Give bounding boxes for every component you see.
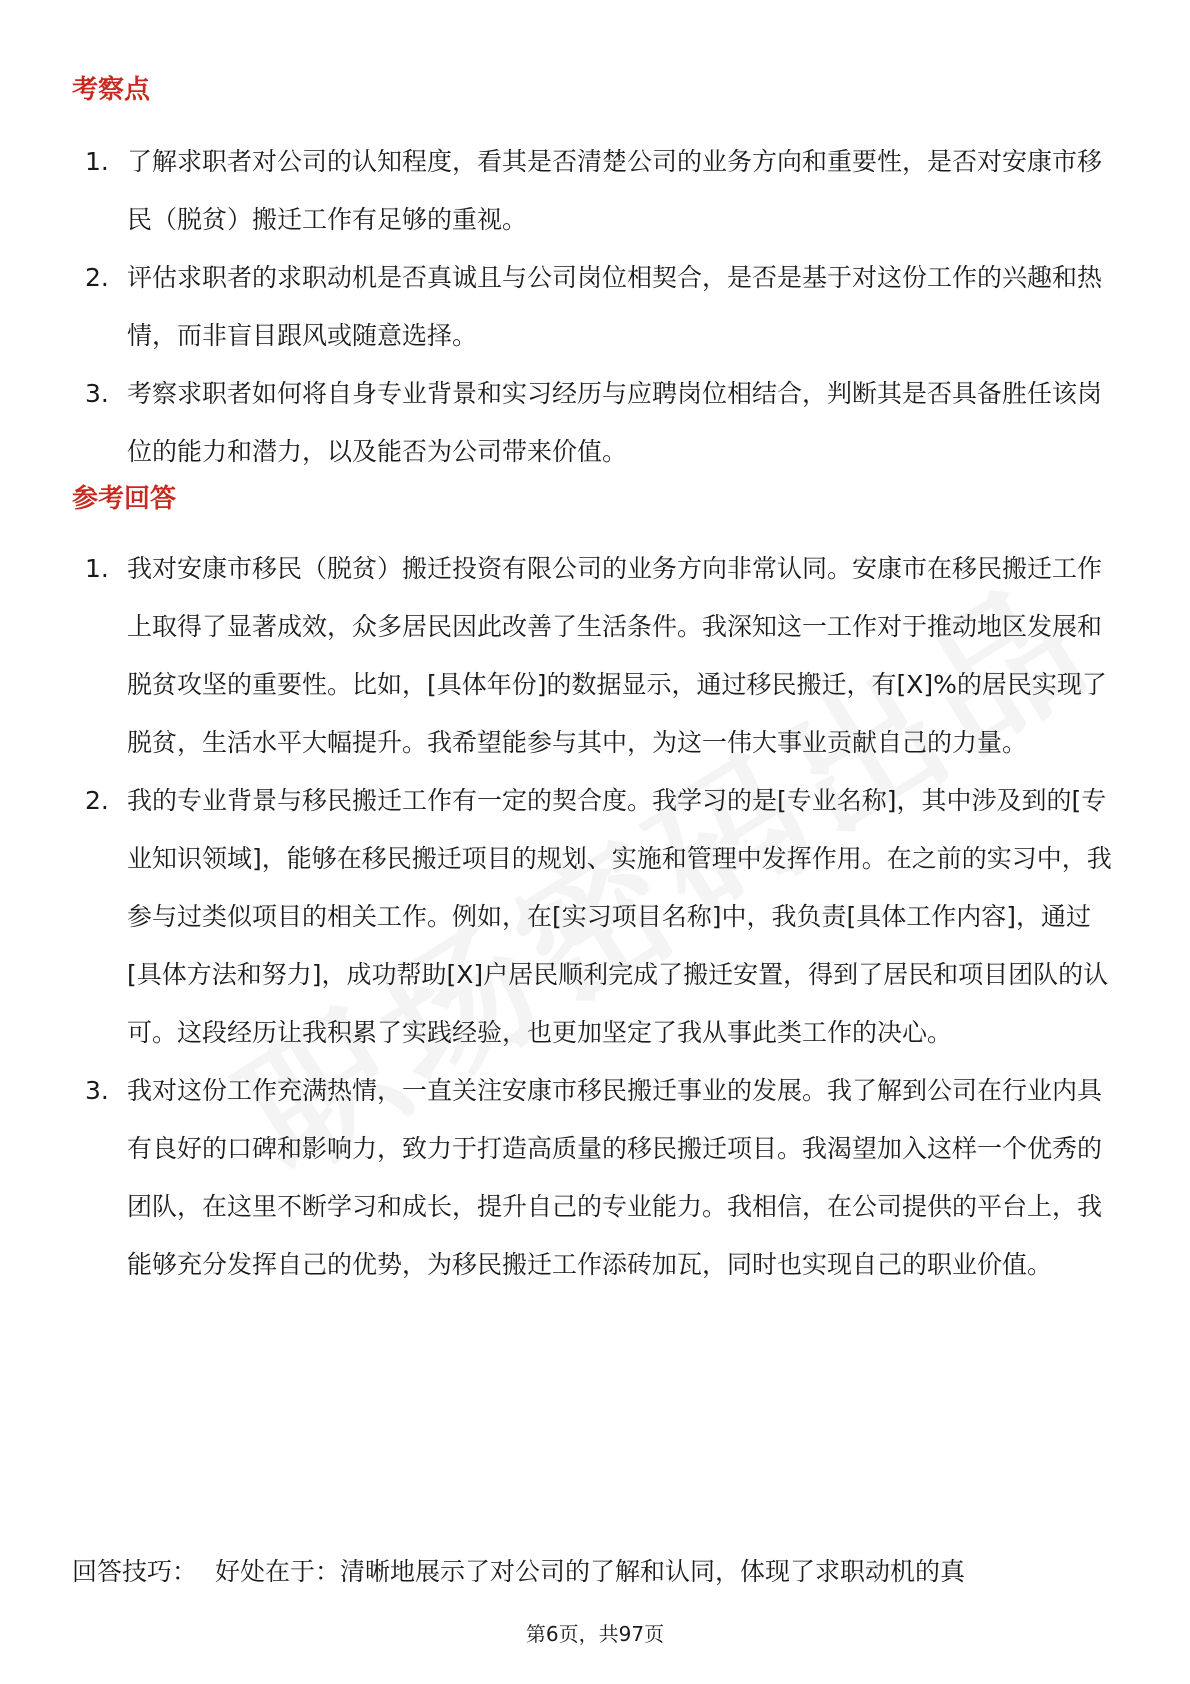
section-title-points: 考察点 [72, 75, 151, 105]
list-item [85, 1062, 1115, 1294]
list-item-text: 我对这份工作充满热情，一直关注安康市移民搬迁事业的发展。我了解到公司在行业内具有良好的口碑和影响力，致力于打造高质量的移民搬迁项目。我渴望加入这样一个优秀的团队，在这里不断学习和成长，提升自己的专业能力。我相信，在公司提供的平台上，我能够充分发挥自己的优势，为移民搬迁工作添砖加瓦，同时也实现自己的职业价值。 [127, 1076, 1103, 1279]
tip-text: 好处在于：清晰地展示了对公司的了解和认同，体现了求职动机的真 [215, 1557, 966, 1586]
list-item-number: 3. [85, 379, 109, 408]
list-item-number: 2. [85, 786, 109, 815]
list-item [85, 772, 1115, 1062]
points-list [85, 133, 1115, 481]
tip-label: 回答技巧： [72, 1557, 198, 1586]
list-item [85, 540, 1115, 772]
list-item-number: 2. [85, 263, 109, 292]
list-item-text: 了解求职者对公司的认知程度，看其是否清楚公司的业务方向和重要性，是否对安康市移民（脱贫）搬迁工作有足够的重视。 [127, 147, 1103, 234]
list-item-text: 我对安康市移民（脱贫）搬迁投资有限公司的业务方向非常认同。安康市在移民搬迁工作上取得了显著成效，众多居民因此改善了生活条件。我深知这一工作对于推动地区发展和脱贫攻坚的重要性。比如，[具体年份]的数据显示，通过移民搬迁，有[X]%的居民实现了脱贫，生活水平大幅提升。我希望能参与其中，为这一伟大事业贡献自己的力量。 [127, 554, 1107, 757]
list-item-number: 1. [85, 147, 109, 176]
answer-tip [72, 1552, 965, 1592]
list-item-number: 1. [85, 554, 109, 583]
list-item-text: 我的专业背景与移民搬迁工作有一定的契合度。我学习的是[专业名称]，其中涉及到的[专业知识领域]，能够在移民搬迁项目的规划、实施和管理中发挥作用。在之前的实习中，我参与过类似项目的相关工作。例如，在[实习项目名称]中，我负责[具体工作内容]，通过[具体方法和努力]，成功帮助[X]户居民顺利完成了搬迁安置，得到了居民和项目团队的认可。这段经历让我积累了实践经验，也更加坚定了我从事此类工作的决心。 [127, 786, 1112, 1047]
section-title-answer: 参考回答 [72, 484, 177, 514]
list-item-number: 3. [85, 1076, 109, 1105]
list-item-text: 考察求职者如何将自身专业背景和实习经历与应聘岗位相结合，判断其是否具备胜任该岗位的能力和潜力，以及能否为公司带来价值。 [127, 379, 1103, 466]
list-item [85, 365, 1115, 481]
answer-list [85, 540, 1115, 1294]
list-item [85, 133, 1115, 249]
page-footer: 第6页，共97页 [525, 1622, 665, 1646]
list-item [85, 249, 1115, 365]
list-item-text: 评估求职者的求职动机是否真诚且与公司岗位相契合，是否是基于对这份工作的兴趣和热情，而非盲目跟风或随意选择。 [127, 263, 1103, 350]
